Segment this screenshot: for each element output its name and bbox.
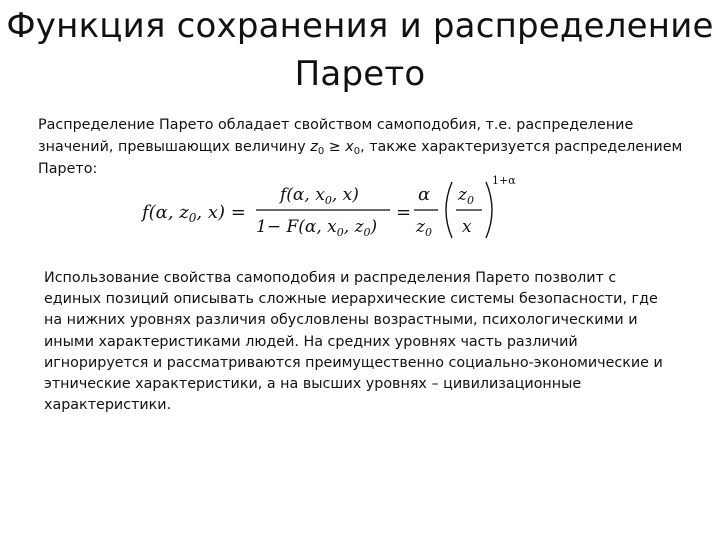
x-sub: 0	[353, 146, 361, 157]
formula-num-sub: 0	[324, 194, 332, 207]
formula-lhs-sub: 0	[188, 211, 197, 225]
svg-text:1− F(α, x0, z0)	[256, 217, 377, 239]
paren-z-sub: 0	[466, 194, 474, 207]
paren-z: z	[458, 185, 467, 205]
right-paren	[486, 182, 492, 238]
slide-title: Функция сохранения и распределение Парето	[6, 6, 714, 94]
intro-text-end: , также характеризуется распределением Парето:	[38, 139, 683, 177]
formula-den-sub: 0	[336, 226, 344, 239]
z-sub: 0	[317, 146, 325, 157]
formula-alpha: α	[418, 184, 431, 205]
pareto-formula	[140, 170, 530, 250]
svg-text:f(α, x0, x)	[278, 185, 359, 207]
formula-exponent: 1+α	[492, 174, 516, 187]
x-var: x	[345, 139, 354, 155]
formula-numerator: f(α, x	[280, 185, 325, 205]
formula-num-tail: , x)	[331, 185, 359, 205]
formula-z: z	[416, 217, 425, 237]
intro-text: Распределение Парето обладает свойством самоподобия, т.е. распределение значений, превышающих величину	[38, 117, 634, 155]
svg-text:f(α, z0, x) =	[140, 202, 246, 225]
svg-text:z0	[415, 217, 432, 239]
self-similarity-paragraph: Использование свойства самоподобия и распределения Парето позволит с единых позиций описывать сложные иерархические системы безопасности, где на нижних уровнях различия обусловлены возрастными, психологическими и иными характеристиками людей. На средних уровнях часть различий игнорируется и рассматриваются преимущественно социально-экономические и этнические характеристики, а на высших уровнях – цивилизационные характеристики.	[44, 270, 663, 414]
formula-denominator: 1− F(α, x	[256, 217, 337, 237]
formula-den-sub2: 0	[363, 226, 371, 239]
geq-sign: ≥	[324, 139, 346, 155]
formula-lhs-tail: , x) =	[196, 202, 246, 223]
z-var: z	[310, 139, 318, 155]
paren-x: x	[462, 217, 472, 237]
left-paren	[446, 182, 452, 238]
formula-equals: =	[396, 202, 412, 223]
svg-text:z0	[457, 185, 474, 207]
formula-z-sub: 0	[424, 226, 432, 239]
formula-den-mid: , z	[343, 217, 364, 237]
formula-den-tail: )	[370, 217, 378, 237]
formula-lhs: f(α, z	[142, 202, 189, 223]
